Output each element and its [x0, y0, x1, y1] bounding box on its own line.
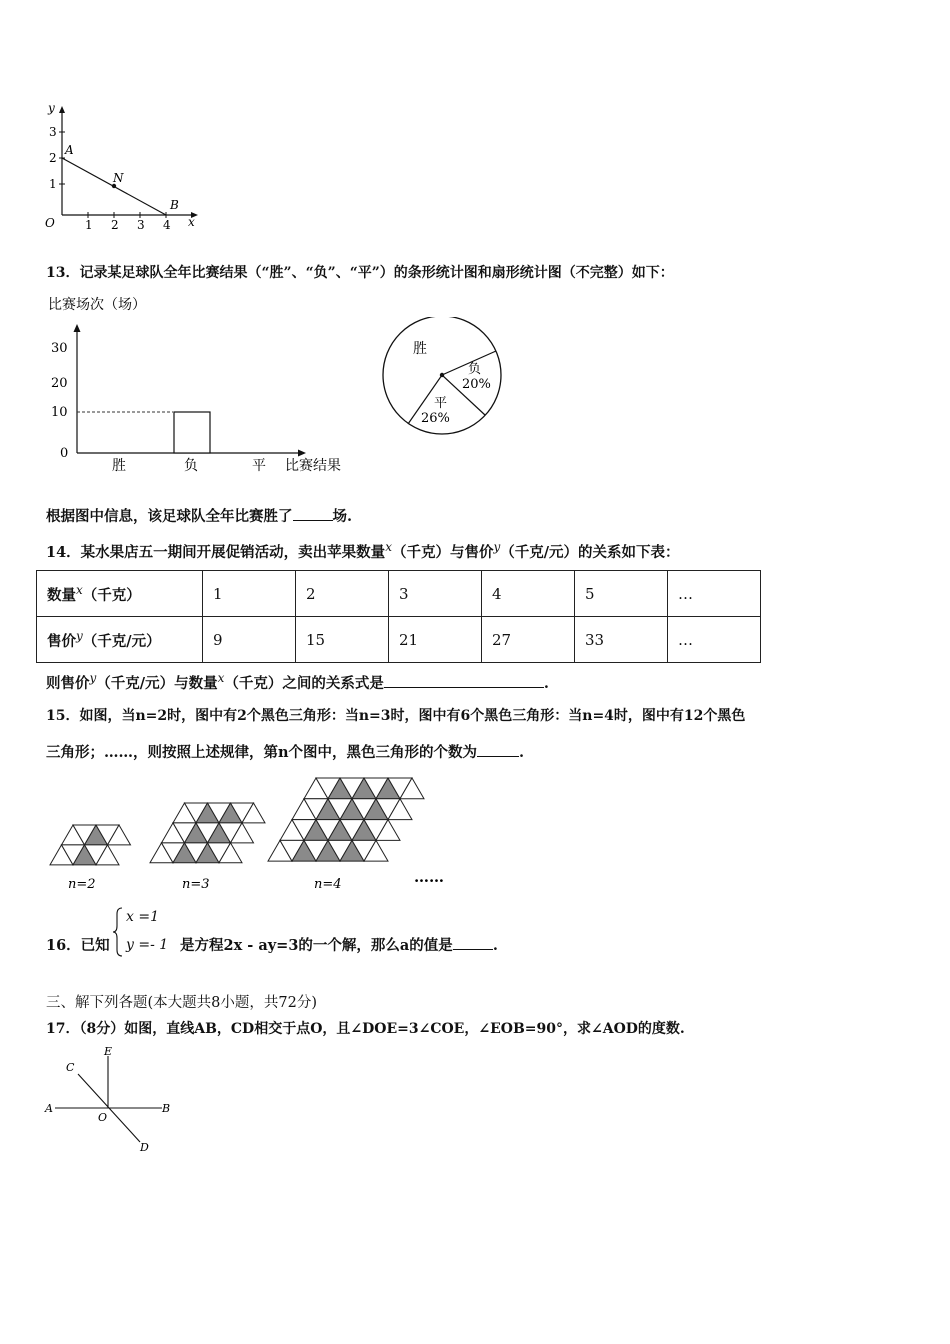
x-axis-label: x: [188, 215, 195, 229]
pattern-n2: [50, 825, 131, 865]
table-cell: 9: [203, 617, 296, 663]
pie-label-lose: 负: [468, 362, 482, 377]
svg-text:E: E: [104, 1045, 113, 1058]
triangle-patterns: [40, 770, 470, 900]
table-cell: 27: [482, 617, 575, 663]
q16-prefix: 16．已知: [46, 937, 110, 954]
svg-text:O: O: [98, 1111, 108, 1124]
pie-label-win: 胜: [413, 341, 427, 357]
svg-text:A: A: [45, 1102, 53, 1115]
svg-text:2: 2: [49, 151, 57, 165]
svg-text:3: 3: [137, 218, 145, 232]
row-header-price: 售价$^y$（千克/元）: [37, 617, 203, 663]
svg-text:C: C: [66, 1061, 75, 1074]
y-tick: 0: [60, 446, 69, 461]
point-n-label: N: [113, 171, 124, 185]
table-cell: 2: [296, 571, 389, 617]
pattern-n3: [150, 803, 265, 863]
table-row: [37, 617, 761, 663]
answer-blank[interactable]: [384, 673, 544, 688]
svg-text:D: D: [140, 1141, 149, 1154]
svg-text:4: 4: [163, 218, 171, 232]
y-axis-label: y: [48, 101, 55, 115]
svg-text:2: 2: [111, 218, 119, 232]
q13-answer: 根据图中信息，该足球队全年比赛胜了 场.: [46, 508, 353, 525]
row-header-quantity: 数量$^x$（千克）: [37, 571, 203, 617]
svg-text:3: 3: [49, 125, 57, 139]
y-tick: 20: [51, 376, 68, 391]
pattern-label: n=3: [182, 877, 210, 892]
table-cell: …: [668, 571, 761, 617]
pattern-n4: [268, 778, 424, 861]
ellipsis: ……: [414, 868, 444, 886]
table-cell: 3: [389, 571, 482, 617]
pie-value-draw: 26%: [421, 411, 450, 426]
section-title: 三、解下列各题(本大题共8小题，共72分): [46, 995, 317, 1011]
q15-line1: 15．如图，当n=2时，图中有2个黑色三角形：当n=3时，图中有6个黑色三角形：当n=4时，图中有12个黑色: [46, 708, 746, 724]
answer-blank[interactable]: [477, 742, 519, 757]
svg-text:1: 1: [49, 177, 57, 191]
bar-category-label: 胜: [112, 458, 126, 474]
equation-1: x =1: [126, 909, 159, 925]
lines-diagram: [40, 1040, 190, 1155]
q14-text: 14．某水果店五一期间开展促销活动，卖出苹果数量$^x$（千克）与售价$^y$（千克/元）的关系如下表：: [46, 540, 680, 561]
table-cell: 5: [575, 571, 668, 617]
table-cell: 1: [203, 571, 296, 617]
pie-value-lose: 20%: [462, 377, 491, 392]
answer-blank[interactable]: [453, 935, 493, 950]
y-tick: 30: [51, 341, 68, 356]
table-cell: 15: [296, 617, 389, 663]
bar-chart: [40, 290, 370, 480]
pie-label-draw: 平: [434, 396, 448, 411]
price-table: [36, 570, 761, 663]
point-a-label: A: [65, 143, 74, 157]
bar-chart-ylabel: 比赛场次（场）: [48, 297, 146, 313]
table-cell: …: [668, 617, 761, 663]
pie-chart: [378, 317, 508, 439]
table-cell: 21: [389, 617, 482, 663]
pattern-label: n=4: [314, 877, 342, 892]
bar: [174, 412, 210, 453]
svg-text:1: 1: [85, 218, 93, 232]
table-cell: 33: [575, 617, 668, 663]
svg-text:B: B: [162, 1102, 171, 1115]
bar-chart-xlabel: 比赛结果: [285, 458, 341, 474]
q17-text: 17．（8分）如图，直线AB，CD相交于点O，且∠DOE=3∠COE，∠EOB=90°，求∠AOD的度数.: [46, 1021, 685, 1037]
answer-blank[interactable]: [293, 506, 333, 521]
y-tick: 10: [51, 405, 68, 420]
equation-2: y =- 1: [126, 937, 169, 953]
bar-category-label: 平: [252, 458, 266, 474]
system-brace: [112, 906, 124, 958]
coordinate-graph: [40, 98, 210, 233]
table-cell: 4: [482, 571, 575, 617]
table-row: [37, 571, 761, 617]
bar-category-label: 负: [184, 458, 198, 474]
q14-answer: 则售价$^y$（千克/元）与数量$^x$（千克）之间的关系式是 .: [46, 671, 549, 692]
point-b-label: B: [170, 198, 179, 212]
q16-text: 是方程2x - ay=3的一个解，那么a的值是 .: [180, 937, 498, 954]
q15-line2: 三角形；……，则按照上述规律，第n个图中，黑色三角形的个数为 .: [46, 744, 525, 761]
pattern-label: n=2: [68, 877, 96, 892]
q13-text: 13．记录某足球队全年比赛结果（“胜”、“负”、“平”）的条形统计图和扇形统计图（不完整）如下：: [46, 265, 674, 281]
origin-label: O: [45, 216, 55, 230]
